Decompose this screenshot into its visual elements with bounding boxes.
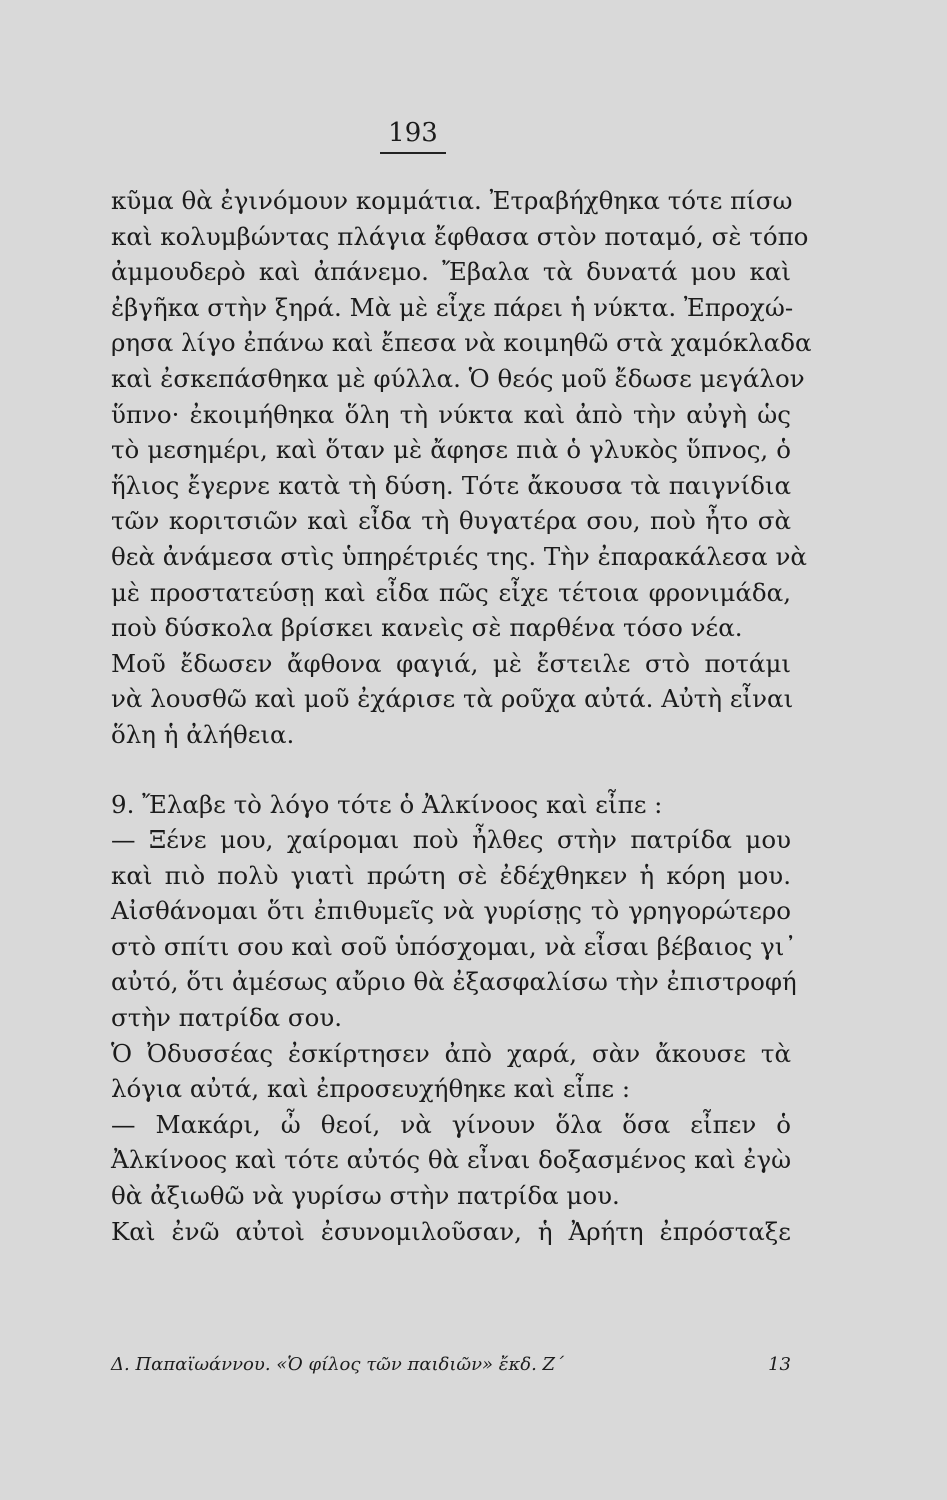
text-line: μὲ προστατεύσῃ καὶ εἶδα πῶς εἶχε τέτοια φρονιμάδα, bbox=[111, 577, 791, 607]
text-line: τῶν κοριτσιῶν καὶ εἶδα τὴ θυγατέρα σου, ποὺ ἦτο σὰ bbox=[111, 506, 791, 536]
text-line: ρησα λίγο ἐπάνω καὶ ἔπεσα νὰ κοιμηθῶ στὰ χαμόκλαδα bbox=[111, 328, 812, 358]
text-line: λόγια αὐτά, καὶ ἐπροσευχήθηκε καὶ εἶπε : bbox=[111, 1074, 631, 1104]
text-line: θεὰ ἀνάμεσα στὶς ὑπηρέτριές της. Τὴν ἐπαρακάλεσα νὰ bbox=[111, 541, 807, 571]
text-line: — Ξένε μου, χαίρομαι ποὺ ἦλθες στὴν πατρίδα μου bbox=[111, 825, 791, 855]
text-line: ὕπνο· ἐκοιμήθηκα ὅλη τὴ νύκτα καὶ ἀπὸ τὴν αὐγὴ ὡς bbox=[111, 399, 791, 429]
section-heading-line: 9. Ἔλαβε τὸ λόγο τότε ὁ Ἀλκίνοος καὶ εἶπε : bbox=[111, 789, 663, 819]
page-number: 193 bbox=[380, 118, 446, 154]
text-line: τὸ μεσημέρι, καὶ ὅταν μὲ ἄφησε πιὰ ὁ γλυκὸς ὕπνος, ὁ bbox=[111, 435, 791, 465]
text-line: στὸ σπίτι σου καὶ σοῦ ὑπόσχομαι, νὰ εἶσαι βέβαιος γι᾿ bbox=[111, 931, 797, 961]
text-line: Καὶ ἐνῶ αὐτοὶ ἐσυνομιλοῦσαν, ἡ Ἀρήτη ἐπρόσταξε bbox=[111, 1216, 791, 1246]
text-line: νὰ λουσθῶ καὶ μοῦ ἐχάρισε τὰ ροῦχα αὐτά. Αὐτὴ εἶναι bbox=[111, 684, 794, 714]
text-line: ἐβγῆκα στὴν ξηρά. Μὰ μὲ εἶχε πάρει ἡ νύκτα. Ἐπροχώ- bbox=[111, 292, 794, 322]
text-line: ὅλη ἡ ἀλήθεια. bbox=[111, 719, 295, 749]
text-line: στὴν πατρίδα σου. bbox=[111, 1003, 343, 1033]
text-line: ἥλιος ἔγερνε κατὰ τὴ δύση. Τότε ἄκουσα τὰ παιγνίδια bbox=[111, 470, 791, 500]
text-line: Αἰσθάνομαι ὅτι ἐπιθυμεῖς νὰ γυρίσῃς τὸ γρηγορώτερο bbox=[111, 896, 791, 926]
text-line: καὶ κολυμβώντας πλάγια ἔφθασα στὸν ποταμό, σὲ τόπο bbox=[111, 221, 809, 251]
text-line: αὐτό, ὅτι ἀμέσως αὔριο θὰ ἐξασφαλίσω τὴν ἐπιστροφή bbox=[111, 967, 797, 997]
footer-signature: Δ. Παπαϊωάννου. «Ὁ φίλος τῶν παιδιῶν» ἔκδ. Ζ΄ bbox=[111, 1354, 565, 1375]
paragraph-gap bbox=[111, 753, 791, 787]
text-line: Μοῦ ἔδωσεν ἄφθονα φαγιά, μὲ ἔστειλε στὸ ποτάμι bbox=[111, 648, 791, 678]
text-line: καὶ ἐσκεπάσθηκα μὲ φύλλα. Ὁ θεός μοῦ ἔδωσε μεγάλον bbox=[111, 363, 805, 393]
text-line: ποὺ δύσκολα βρίσκει κανεὶς σὲ παρθένα τόσο νέα. bbox=[111, 613, 743, 643]
body-text bbox=[111, 183, 812, 1249]
text-line: Ὁ Ὀδυσσέας ἐσκίρτησεν ἀπὸ χαρά, σὰν ἄκουσε τὰ bbox=[111, 1038, 791, 1068]
text-line: θὰ ἀξιωθῶ νὰ γυρίσω στὴν πατρίδα μου. bbox=[111, 1181, 620, 1211]
text-line: κῦμα θὰ ἐγινόμουν κομμάτια. Ἐτραβήχθηκα τότε πίσω bbox=[111, 186, 793, 215]
text-line: Ἀλκίνοος καὶ τότε αὐτός θὰ εἶναι δοξασμένος καὶ ἐγὼ bbox=[111, 1145, 792, 1175]
text-line: — Μακάρι, ὦ θεοί, νὰ γίνουν ὅλα ὅσα εἶπεν ὁ bbox=[111, 1109, 791, 1139]
text-line: ἀμμουδερὸ καὶ ἀπάνεμο. Ἔβαλα τὰ δυνατά μου καὶ bbox=[111, 257, 791, 287]
footer-sheet-number: 13 bbox=[768, 1354, 791, 1375]
text-line: καὶ πιὸ πολὺ γιατὶ πρώτη σὲ ἐδέχθηκεν ἡ κόρη μου. bbox=[111, 860, 791, 890]
